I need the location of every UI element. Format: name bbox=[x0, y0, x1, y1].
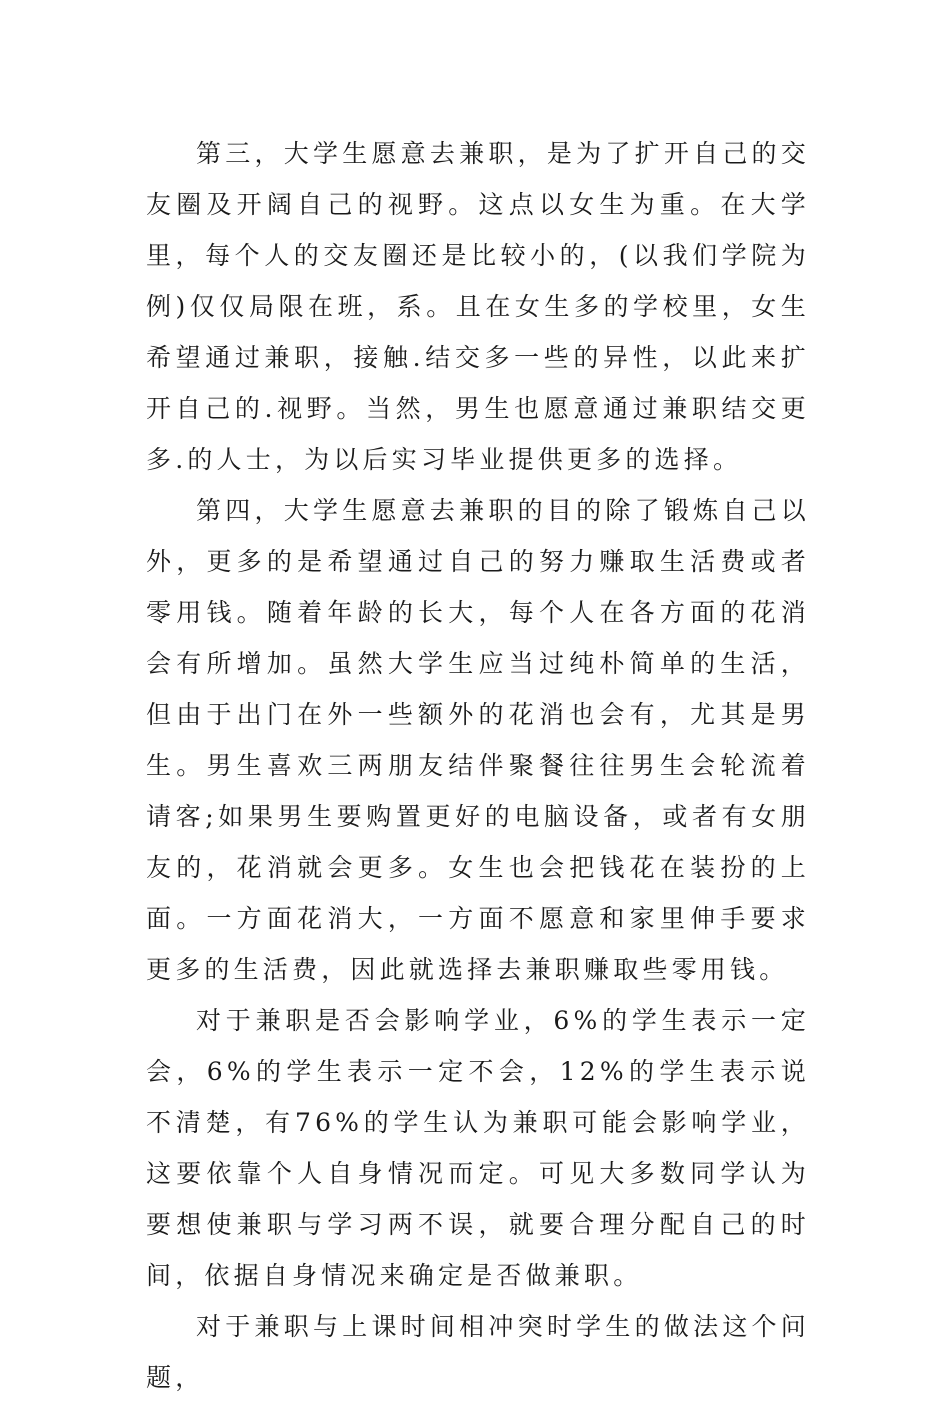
paragraph-class-conflict: 对于兼职与上课时间相冲突时学生的做法这个问题， bbox=[146, 1312, 810, 1392]
document-page bbox=[146, 128, 810, 1403]
paragraph-third-reason: 第三，大学生愿意去兼职，是为了扩开自己的交友圈及开阔自己的视野。这点以女生为重。在大学里，每个人的交友圈还是比较小的，(以我们学院为例)仅仅局限在班，系。且在女生多的学校里，女生希望通过兼职，接触.结交多一些的异性，以此来扩开自己的.视野。当然，男生也愿意通过兼职结交更多.的人士，为以后实习毕业提供更多的选择。 bbox=[146, 139, 810, 474]
paragraph-study-impact: 对于兼职是否会影响学业，6%的学生表示一定会，6%的学生表示一定不会，12%的学生表示说不清楚，有76%的学生认为兼职可能会影响学业，这要依靠个人自身情况而定。可见大多数同学认为要想使兼职与学习两不误，就要合理分配自己的时间，依据自身情况来确定是否做兼职。 bbox=[146, 1006, 810, 1290]
paragraph-fourth-reason: 第四，大学生愿意去兼职的目的除了锻炼自己以外，更多的是希望通过自己的努力赚取生活费或者零用钱。随着年龄的长大，每个人在各方面的花消会有所增加。虽然大学生应当过纯朴简单的生活，但由于出门在外一些额外的花消也会有，尤其是男生。男生喜欢三两朋友结伴聚餐往往男生会轮流着请客;如果男生要购置更好的电脑设备，或者有女朋友的，花消就会更多。女生也会把钱花在装扮的上面。一方面花消大，一方面不愿意和家里伸手要求更多的生活费，因此就选择去兼职赚取些零用钱。 bbox=[146, 496, 810, 984]
